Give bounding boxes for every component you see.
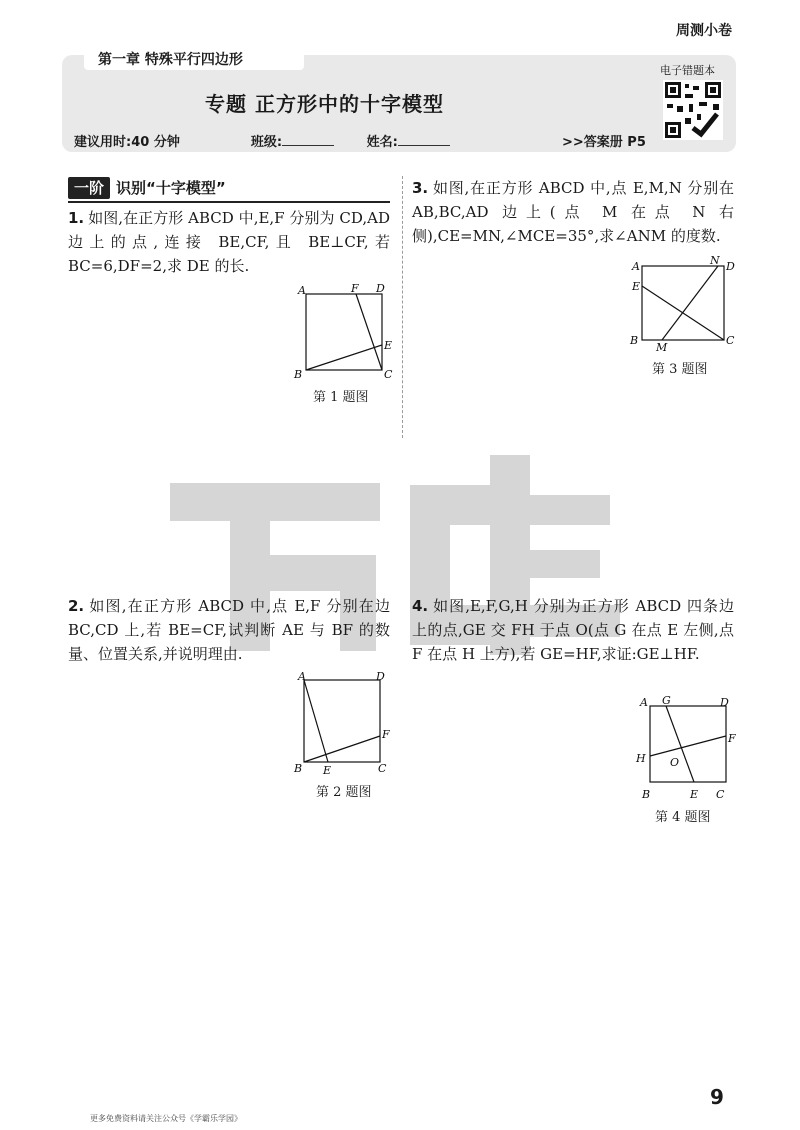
- figure-label: D: [726, 260, 735, 273]
- figure-label: D: [376, 670, 385, 683]
- name-label: 姓名:: [366, 135, 398, 150]
- figure-4: [630, 692, 742, 804]
- problem-number: 1.: [68, 209, 85, 227]
- figure-label: E: [384, 339, 393, 352]
- figure-label: F: [382, 728, 390, 741]
- page-number: 9: [710, 1085, 724, 1109]
- name-blank[interactable]: [398, 145, 450, 146]
- problem-4: [412, 594, 734, 666]
- figure-label: F: [351, 282, 359, 295]
- figure-label: A: [298, 670, 306, 683]
- figure-label: C: [716, 788, 725, 801]
- figure-label: N: [710, 254, 720, 267]
- figure-caption: 第 2 题图: [316, 785, 372, 800]
- figure-label: B: [294, 368, 303, 381]
- figure-label: E: [632, 280, 641, 293]
- figure-3: [626, 252, 742, 352]
- figure-caption: 第 1 题图: [313, 390, 369, 405]
- figure-label: G: [662, 694, 671, 707]
- figure-1: [292, 282, 396, 382]
- time-label: 建议用时:40 分钟: [74, 135, 180, 150]
- problem-number: 2.: [68, 597, 85, 615]
- figure-label: B: [294, 762, 303, 775]
- column-divider: [402, 176, 403, 438]
- figure-label: A: [640, 696, 648, 709]
- figure-label: D: [720, 696, 729, 709]
- qr-label: 电子错题本: [660, 64, 715, 77]
- section-heading: [68, 177, 390, 203]
- figure-label: F: [728, 732, 736, 745]
- section-badge: 一阶: [68, 177, 110, 199]
- problem-number: 4.: [412, 597, 429, 615]
- footer-note: 更多免费资料请关注公众号《学霸乐学园》: [90, 1114, 242, 1123]
- figure-label: C: [384, 368, 393, 381]
- problem-text: 如图,E,F,G,H 分别为正方形 ABCD 四条边上的点,GE 交 FH 于点 O(点 G 在点 E 左侧,点 F 在点 H 上方),若 GE=HF,求证:GE⊥HF.: [412, 597, 734, 663]
- figure-label: B: [642, 788, 651, 801]
- problem-text: 如图,在正方形 ABCD 中,点 E,F 分别在边 BC,CD 上,若 BE=CF,试判断 AE 与 BF 的数量、位置关系,并说明理由.: [68, 597, 390, 663]
- info-row: [74, 131, 478, 150]
- figure-label: O: [670, 756, 680, 769]
- figure-label: C: [726, 334, 735, 347]
- problem-2: [68, 594, 390, 666]
- corner-label: 周测小卷: [676, 23, 732, 39]
- figure-label: C: [378, 762, 387, 775]
- section-title: 识别“十字模型”: [116, 179, 226, 197]
- figure-label: A: [298, 284, 306, 297]
- figure-label: E: [690, 788, 699, 801]
- figure-caption: 第 3 题图: [652, 362, 708, 377]
- figure-caption: 第 4 题图: [655, 810, 711, 825]
- figure-label: E: [323, 764, 332, 777]
- problem-text: 如图,在正方形 ABCD 中,点 E,M,N 分别在 AB,BC,AD 边上(点 M 在点 N 右侧),CE=MN,∠MCE=35°,求∠ANM 的度数.: [412, 179, 734, 245]
- problem-text: 如图,在正方形 ABCD 中,E,F 分别为 CD,AD 边上的点,连接 BE,CF,且 BE⊥CF,若 BC=6,DF=2,求 DE 的长.: [68, 209, 390, 275]
- chapter-heading: 第一章 特殊平行四边形: [84, 50, 304, 70]
- class-label: 班级:: [250, 135, 283, 150]
- figure-2: [290, 668, 398, 778]
- problem-1: [68, 206, 390, 278]
- figure-label: M: [656, 341, 668, 352]
- problem-number: 3.: [412, 179, 429, 197]
- qr-code-icon[interactable]: [663, 80, 723, 140]
- figure-label: D: [376, 282, 385, 295]
- answer-reference: >>答案册 P5: [562, 135, 646, 150]
- page-title: 专题 正方形中的十字模型: [205, 92, 444, 116]
- figure-label: A: [632, 260, 640, 273]
- problem-3: [412, 176, 734, 248]
- figure-label: H: [636, 752, 646, 765]
- class-blank[interactable]: [282, 145, 334, 146]
- figure-label: B: [630, 334, 639, 347]
